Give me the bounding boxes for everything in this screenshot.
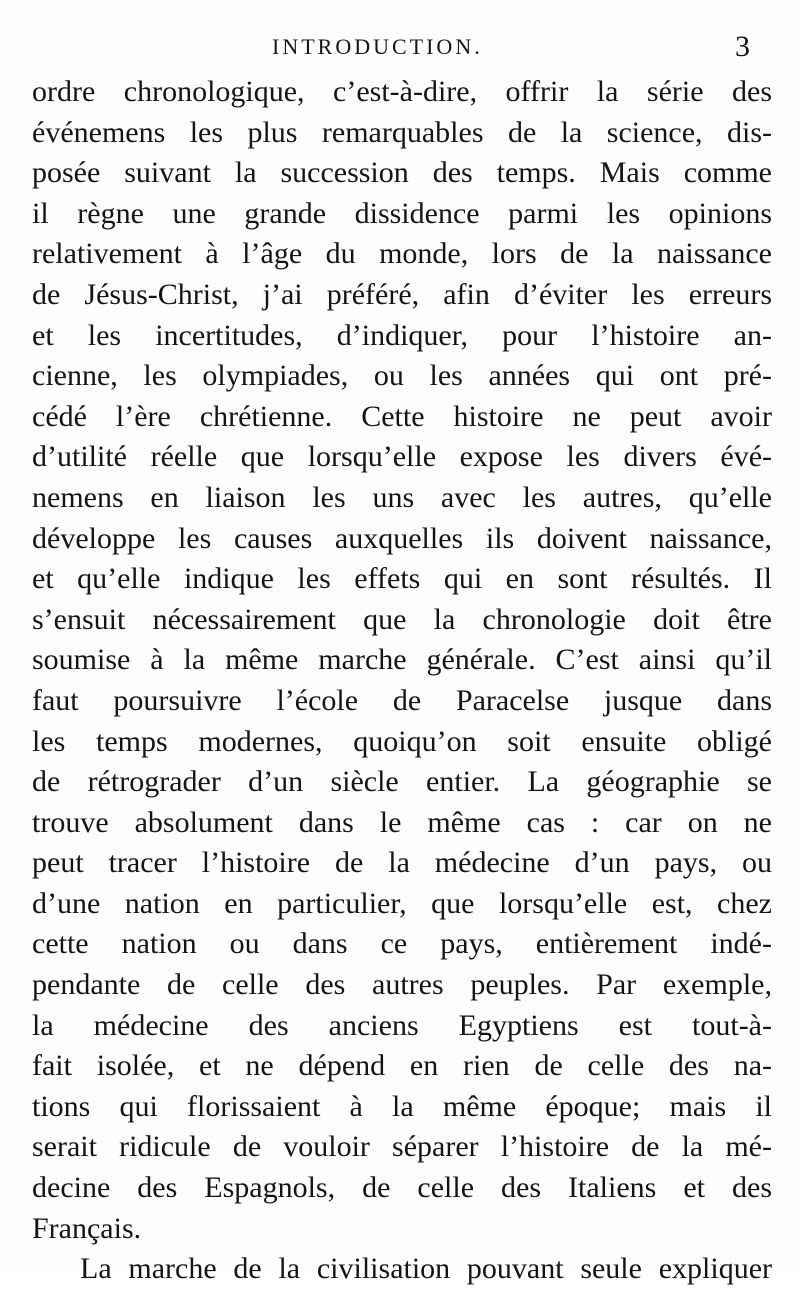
text-line: Français. — [32, 1211, 142, 1245]
text-line: serait ridicule de vouloir séparer l’histoire de la mé- — [32, 1130, 772, 1164]
text-line: soumise à la même marche générale. C’est ainsi qu’il — [32, 643, 772, 677]
text-line: trouve absolument dans le même cas : car on ne — [32, 805, 772, 839]
text-line: nemens en liaison les uns avec les autres, qu’elle — [32, 480, 772, 514]
paragraph — [32, 72, 772, 1249]
text-line: decine des Espagnols, de celle des Italiens et des — [32, 1171, 772, 1205]
text-line: les temps modernes, quoiqu’on soit ensuite obligé — [32, 724, 772, 758]
text-line: cédé l’ère chrétienne. Cette histoire ne peut avoir — [32, 399, 772, 433]
running-title: INTRODUCTION. — [272, 34, 483, 59]
body-text — [32, 72, 772, 1290]
text-line: événemens les plus remarquables de la science, dis- — [32, 115, 772, 149]
text-line: posée suivant la succession des temps. Mais comme — [32, 156, 772, 190]
paragraph — [32, 1249, 772, 1290]
text-line: cienne, les olympiades, ou les années qui ont pré- — [32, 359, 772, 393]
text-line: tions qui florissaient à la même époque; mais il — [32, 1089, 772, 1123]
text-line: La marche de la civilisation pouvant seule expliquer — [80, 1252, 772, 1286]
text-line: de rétrograder d’un siècle entier. La géographie se — [32, 765, 772, 799]
running-head — [0, 32, 800, 62]
text-line: la médecine des anciens Egyptiens est tout-à- — [32, 1008, 772, 1042]
text-line: faut poursuivre l’école de Paracelse jusque dans — [32, 683, 772, 717]
text-line: et les incertitudes, d’indiquer, pour l’histoire an- — [32, 318, 772, 352]
text-line: et qu’elle indique les effets qui en sont résultés. Il — [32, 562, 772, 596]
text-line: ordre chronologique, c’est-à-dire, offrir la série des — [32, 75, 772, 108]
text-line: relativement à l’âge du monde, lors de la naissance — [32, 237, 772, 271]
text-line: il règne une grande dissidence parmi les opinions — [32, 196, 772, 230]
text-line: fait isolée, et ne dépend en rien de celle des na- — [32, 1049, 772, 1083]
text-line: pendante de celle des autres peuples. Par exemple, — [32, 968, 772, 1002]
text-line: développe les causes auxquelles ils doivent naissance, — [32, 521, 772, 555]
text-line: peut tracer l’histoire de la médecine d’un pays, ou — [32, 846, 772, 880]
text-line: d’utilité réelle que lorsqu’elle expose les divers évé- — [32, 440, 772, 474]
text-line: d’une nation en particulier, que lorsqu’elle est, chez — [32, 886, 772, 920]
page-number: 3 — [735, 30, 750, 63]
text-line: cette nation ou dans ce pays, entièrement indé- — [32, 927, 772, 961]
text-line: s’ensuit nécessairement que la chronologie doit être — [32, 602, 772, 636]
text-line: de Jésus-Christ, j’ai préféré, afin d’éviter les erreurs — [32, 277, 772, 311]
